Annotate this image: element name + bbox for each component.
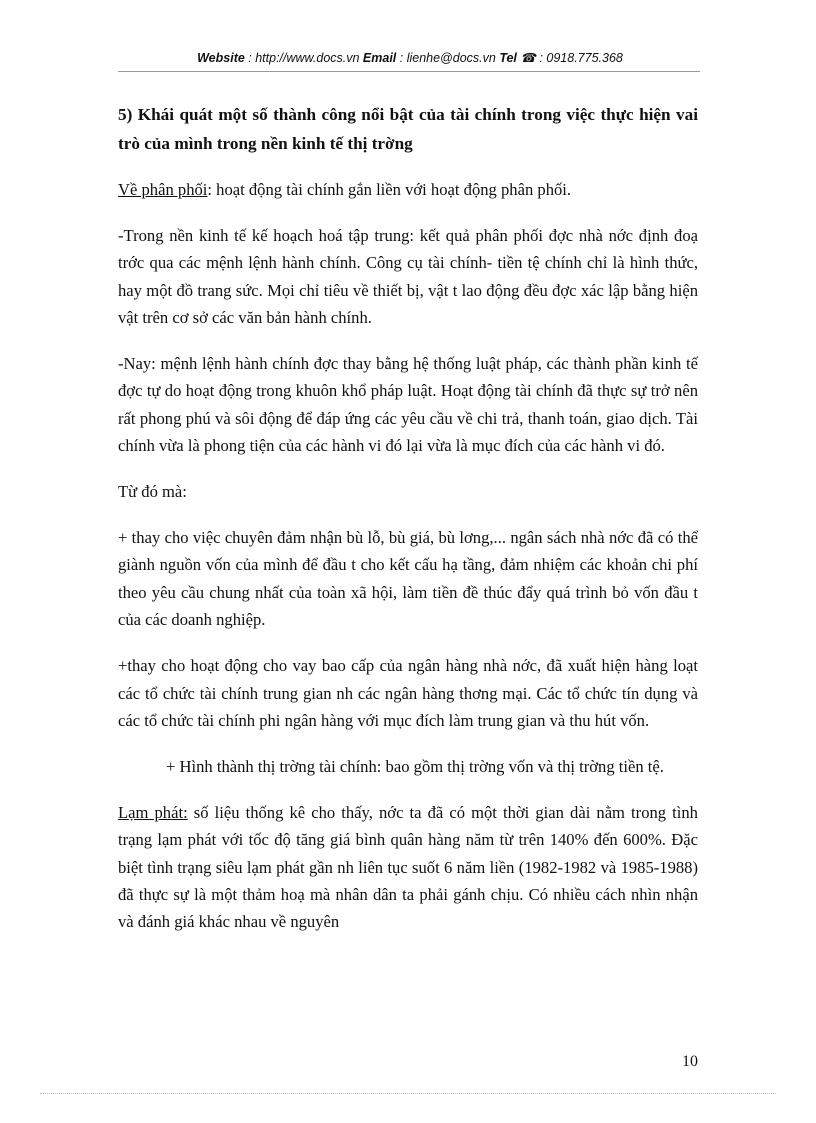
inflation-text: số liệu thống kê cho thấy, nớc ta đã có một thời gian dài nằm trong tình trạng lạm phát với tốc độ tăng giá bình quân hàng năm từ trên 140% đến 600%. Đặc biệt tình trạng siêu lạm phát gần nh liên tục suốt 6 năm liền (1982-1982 và 1985-1988) đã thực sự là một thảm hoạ mà nhân dân ta phải gánh chịu. Có nhiều cách nhìn nhận và đánh giá khác nhau về nguyên bbox=[118, 802, 698, 932]
email-label: Email bbox=[362, 51, 397, 65]
phone-icon: ☎ bbox=[520, 51, 536, 65]
page-number: 10 bbox=[682, 1053, 698, 1070]
email-value: : lienhe@docs.vn bbox=[396, 51, 500, 65]
paragraph-distribution bbox=[118, 176, 698, 203]
inflation-label: Lạm phát: bbox=[118, 802, 188, 822]
header-divider bbox=[118, 71, 700, 72]
page-header bbox=[120, 50, 700, 65]
paragraph-state-budget: + thay cho việc chuyên đảm nhận bù lỗ, bù giá, bù lơng,... ngân sách nhà nớc đã có thể giành nguồn vốn của mình để đầu t cho kết cấu hạ tầng, đảm nhiệm các khoản chi phí theo yêu cầu chung nhất của toàn xã hội, làm tiền đề thúc đẩy quá trình bỏ vốn đầu t của các doanh nghiệp. bbox=[118, 528, 698, 630]
distribution-label: Về phân phối bbox=[118, 180, 208, 199]
website-label: Website bbox=[197, 51, 245, 65]
document-body bbox=[118, 100, 698, 954]
website-value: : http://www.docs.vn bbox=[244, 51, 363, 65]
tel-label: Tel bbox=[499, 51, 517, 65]
tel-value: : 0918.775.368 bbox=[535, 51, 623, 65]
paragraph-inflation bbox=[118, 799, 698, 936]
paragraph-financial-market: + Hình thành thị trờng tài chính: bao gồm thị trờng vốn và thị trờng tiền tệ. bbox=[166, 756, 664, 776]
section-title: 5) Khái quát một số thành công nổi bật của tài chính trong việc thực hiện vai trò của mình trong nền kinh tế thị trờng bbox=[118, 105, 698, 153]
paragraph-planned-economy: -Trong nền kinh tế kế hoạch hoá tập trung: kết quả phân phối đợc nhà nớc định đoạ trớc qua các mệnh lệnh hành chính. Công cụ tài chính- tiền tệ chính chỉ là hình thức, hay một đồ trang sức. Mọi chỉ tiêu về thiết bị, vật t lao động đều đợc xác lập bằng hiện vật trên cơ sở các văn bản hành chính. bbox=[118, 225, 698, 328]
page-bottom-divider bbox=[40, 1093, 776, 1094]
paragraph-now: -Nay: mệnh lệnh hành chính đợc thay bằng hệ thống luật pháp, các thành phần kinh tế đợc tự do hoạt động trong khuôn khổ pháp luật. Hoạt động tài chính đã thực sự trở nên rất phong phú và sôi động để đáp ứng các yêu cầu về chi trả, thanh toán, giao dịch. Tài chính vừa là phong tiện của các hành vi đó lại vừa là mục đích của các hành vi đó. bbox=[118, 354, 698, 456]
paragraph-financial-intermediaries: +thay cho hoạt động cho vay bao cấp của ngân hàng nhà nớc, đã xuất hiện hàng loạt các tổ chức tài chính trung gian nh các ngân hàng thơng mại. Các tổ chức tín dụng và các tổ chức tài chính phi ngân hàng với mục đích làm trung gian và thu hút vốn. bbox=[118, 656, 698, 730]
paragraph-therefore: Từ đó mà: bbox=[118, 482, 187, 502]
distribution-text: : hoạt động tài chính gắn liền với hoạt động phân phối. bbox=[207, 180, 572, 199]
